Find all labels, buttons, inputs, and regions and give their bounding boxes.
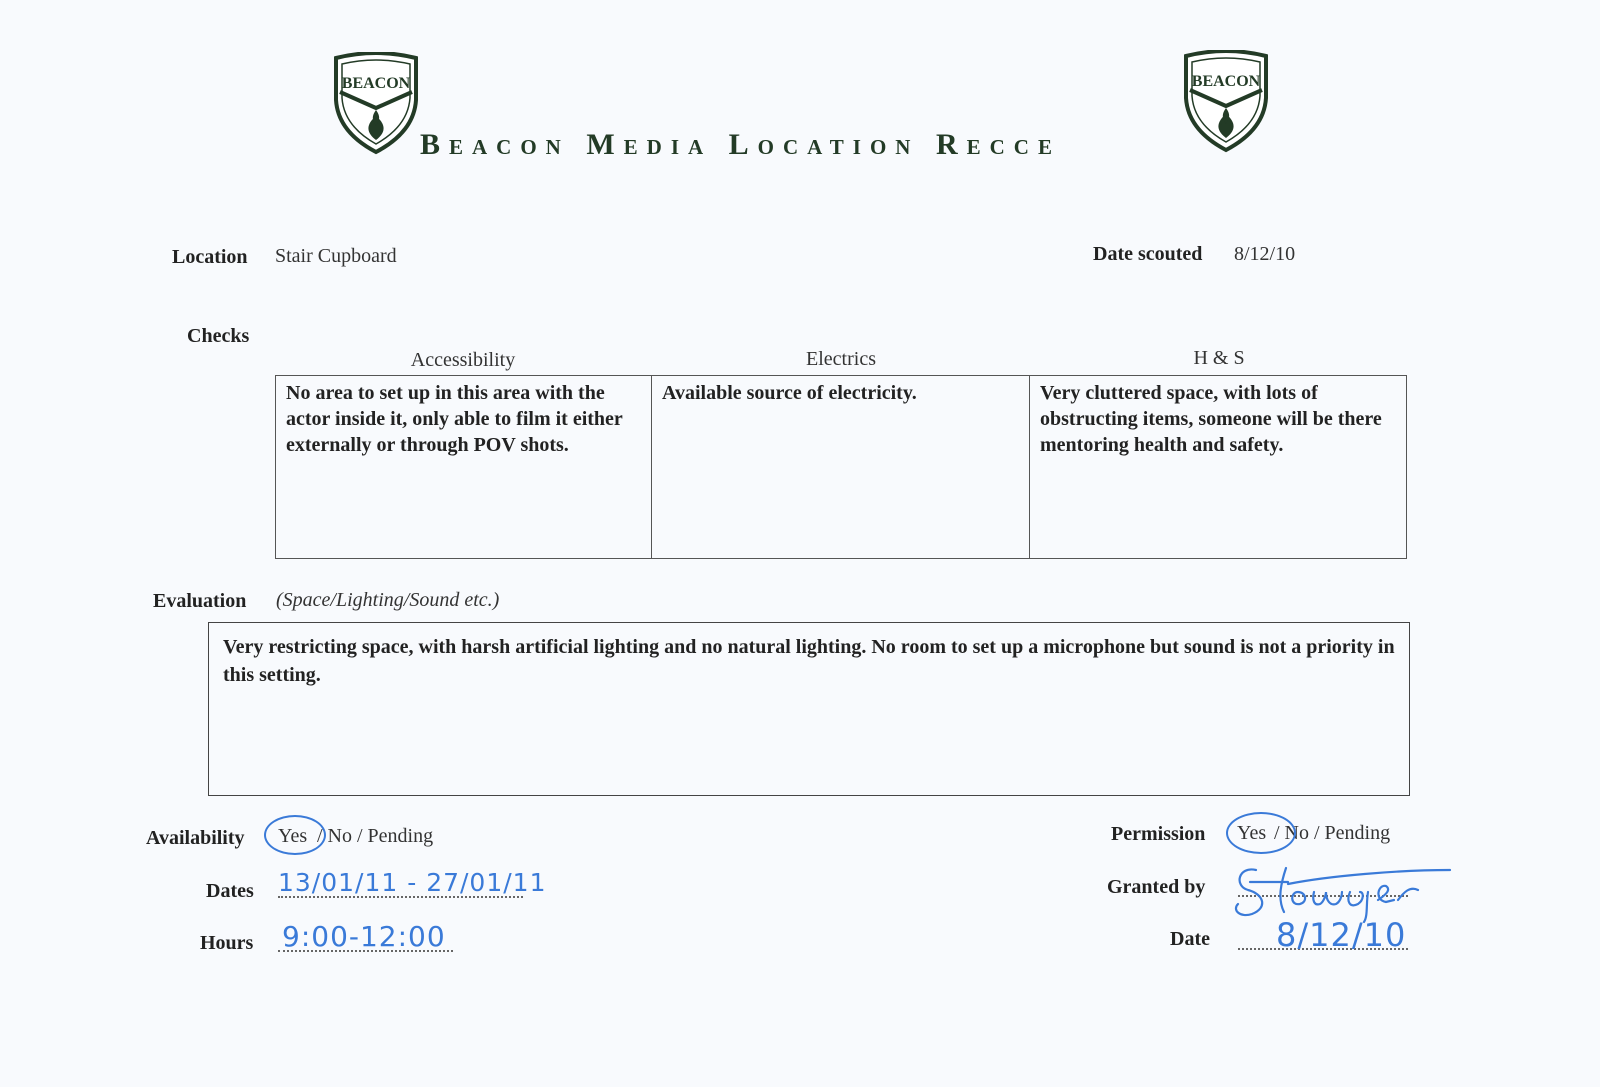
electrics-header: Electrics — [806, 348, 876, 370]
beacon-crest-left-icon — [330, 52, 422, 156]
accessibility-header: Accessibility — [410, 349, 516, 371]
date-scouted-value: 8/12/10 — [1234, 243, 1296, 265]
permission-label: Permission — [1111, 823, 1206, 845]
checks-table — [275, 375, 1407, 559]
date-label: Date — [1170, 928, 1210, 950]
svg-text:BEACON: BEACON — [1191, 73, 1261, 90]
hs-header: H & S — [1193, 347, 1245, 369]
availability-label: Availability — [146, 827, 245, 849]
accessibility-cell: No area to set up in this area with the actor inside it, only able to film it either externally or through POV shots. — [276, 376, 652, 558]
hs-cell: Very cluttered space, with lots of obstructing items, someone will be there mentoring health and safety. — [1040, 382, 1382, 456]
checks-label: Checks — [187, 325, 250, 347]
hours-label: Hours — [200, 932, 254, 954]
permission-yes: Yes — [1237, 822, 1267, 844]
availability-yes-circle — [264, 815, 326, 855]
svg-text:BEACON: BEACON — [341, 75, 411, 92]
location-value: Stair Cupboard — [275, 245, 397, 267]
evaluation-box: Very restricting space, with harsh artificial lighting and no natural lighting. No room to set up a microphone but sound is not a priority in this setting. — [208, 622, 1410, 796]
hours-value: 9:00-12:00 — [282, 920, 446, 953]
permission-options: / No / Pending — [1274, 822, 1391, 844]
location-label: Location — [172, 246, 248, 268]
granted-by-label: Granted by — [1107, 876, 1206, 898]
page-title: Beacon Media Location Recce — [420, 128, 1061, 161]
availability-options: / No / Pending — [317, 825, 434, 847]
permission-yes-circle — [1226, 812, 1296, 854]
date-scouted-label: Date scouted — [1093, 243, 1203, 265]
evaluation-hint: (Space/Lighting/Sound etc.) — [276, 589, 500, 611]
availability-yes: Yes — [278, 825, 308, 847]
dates-value: 13/01/11 - 27/01/11 — [278, 868, 547, 897]
date-value: 8/12/10 — [1276, 916, 1407, 954]
evaluation-label: Evaluation — [153, 590, 247, 612]
dates-label: Dates — [206, 880, 254, 902]
beacon-crest-right-icon — [1180, 50, 1272, 154]
electrics-cell: Available source of electricity. — [652, 376, 1030, 558]
